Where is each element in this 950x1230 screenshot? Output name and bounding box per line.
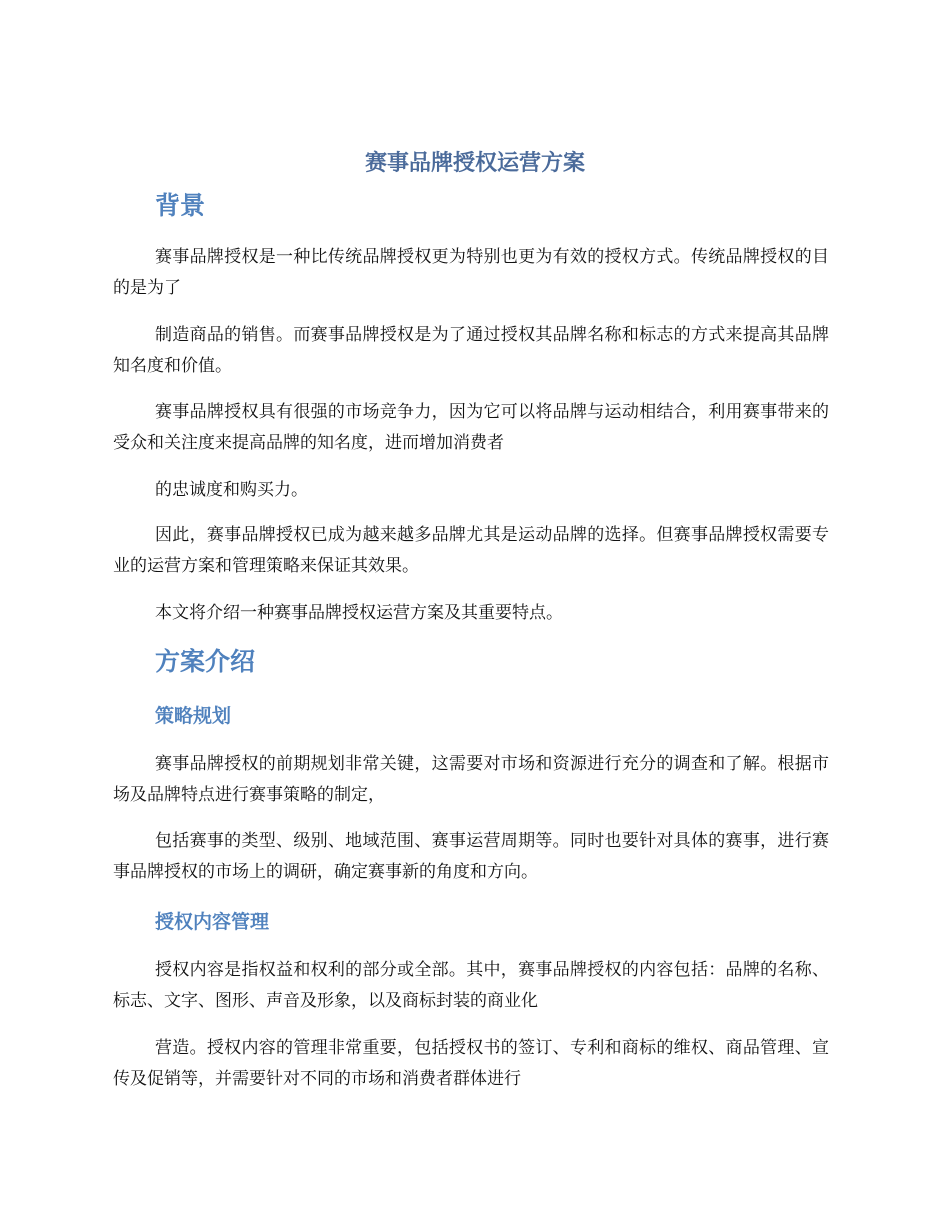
document-title: 赛事品牌授权运营方案	[364, 151, 585, 176]
paragraph: 包括赛事的类型、级别、地域范围、赛事运营周期等。同时也要针对具体的赛事，进行赛事品牌授权的市场上的调研，确定赛事新的角度和方向。	[113, 831, 829, 882]
paragraph: 赛事品牌授权的前期规划非常关键，这需要对市场和资源进行充分的调查和了解。根据市场及品牌特点进行赛事策略的制定，	[113, 754, 829, 805]
paragraph: 赛事品牌授权是一种比传统品牌授权更为特别也更为有效的授权方式。传统品牌授权的目的是为了	[113, 247, 829, 298]
paragraph: 营造。授权内容的管理非常重要，包括授权书的签订、专利和商标的维权、商品管理、宣传及促销等，并需要针对不同的市场和消费者群体进行	[113, 1038, 829, 1089]
paragraph: 授权内容是指权益和权利的部分或全部。其中，赛事品牌授权的内容包括：品牌的名称、标志、文字、图形、声音及形象，以及商标封装的商业化	[113, 960, 829, 1011]
section-heading-background: 背景	[155, 191, 206, 220]
paragraph: 因此，赛事品牌授权已成为越来越多品牌尤其是运动品牌的选择。但赛事品牌授权需要专业的运营方案和管理策略来保证其效果。	[113, 525, 829, 576]
section-heading-plan: 方案介绍	[155, 647, 256, 676]
paragraph: 赛事品牌授权具有很强的市场竞争力，因为它可以将品牌与运动相结合，利用赛事带来的受众和关注度来提高品牌的知名度，进而增加消费者	[113, 402, 829, 453]
subsection-heading-strategy: 策略规划	[155, 705, 232, 727]
paragraph: 的忠诚度和购买力。	[155, 480, 308, 500]
subsection-heading-content-management: 授权内容管理	[155, 911, 270, 933]
paragraph: 本文将介绍一种赛事品牌授权运营方案及其重要特点。	[155, 603, 563, 623]
paragraph: 制造商品的销售。而赛事品牌授权是为了通过授权其品牌名称和标志的方式来提高其品牌知名度和价值。	[113, 325, 829, 376]
